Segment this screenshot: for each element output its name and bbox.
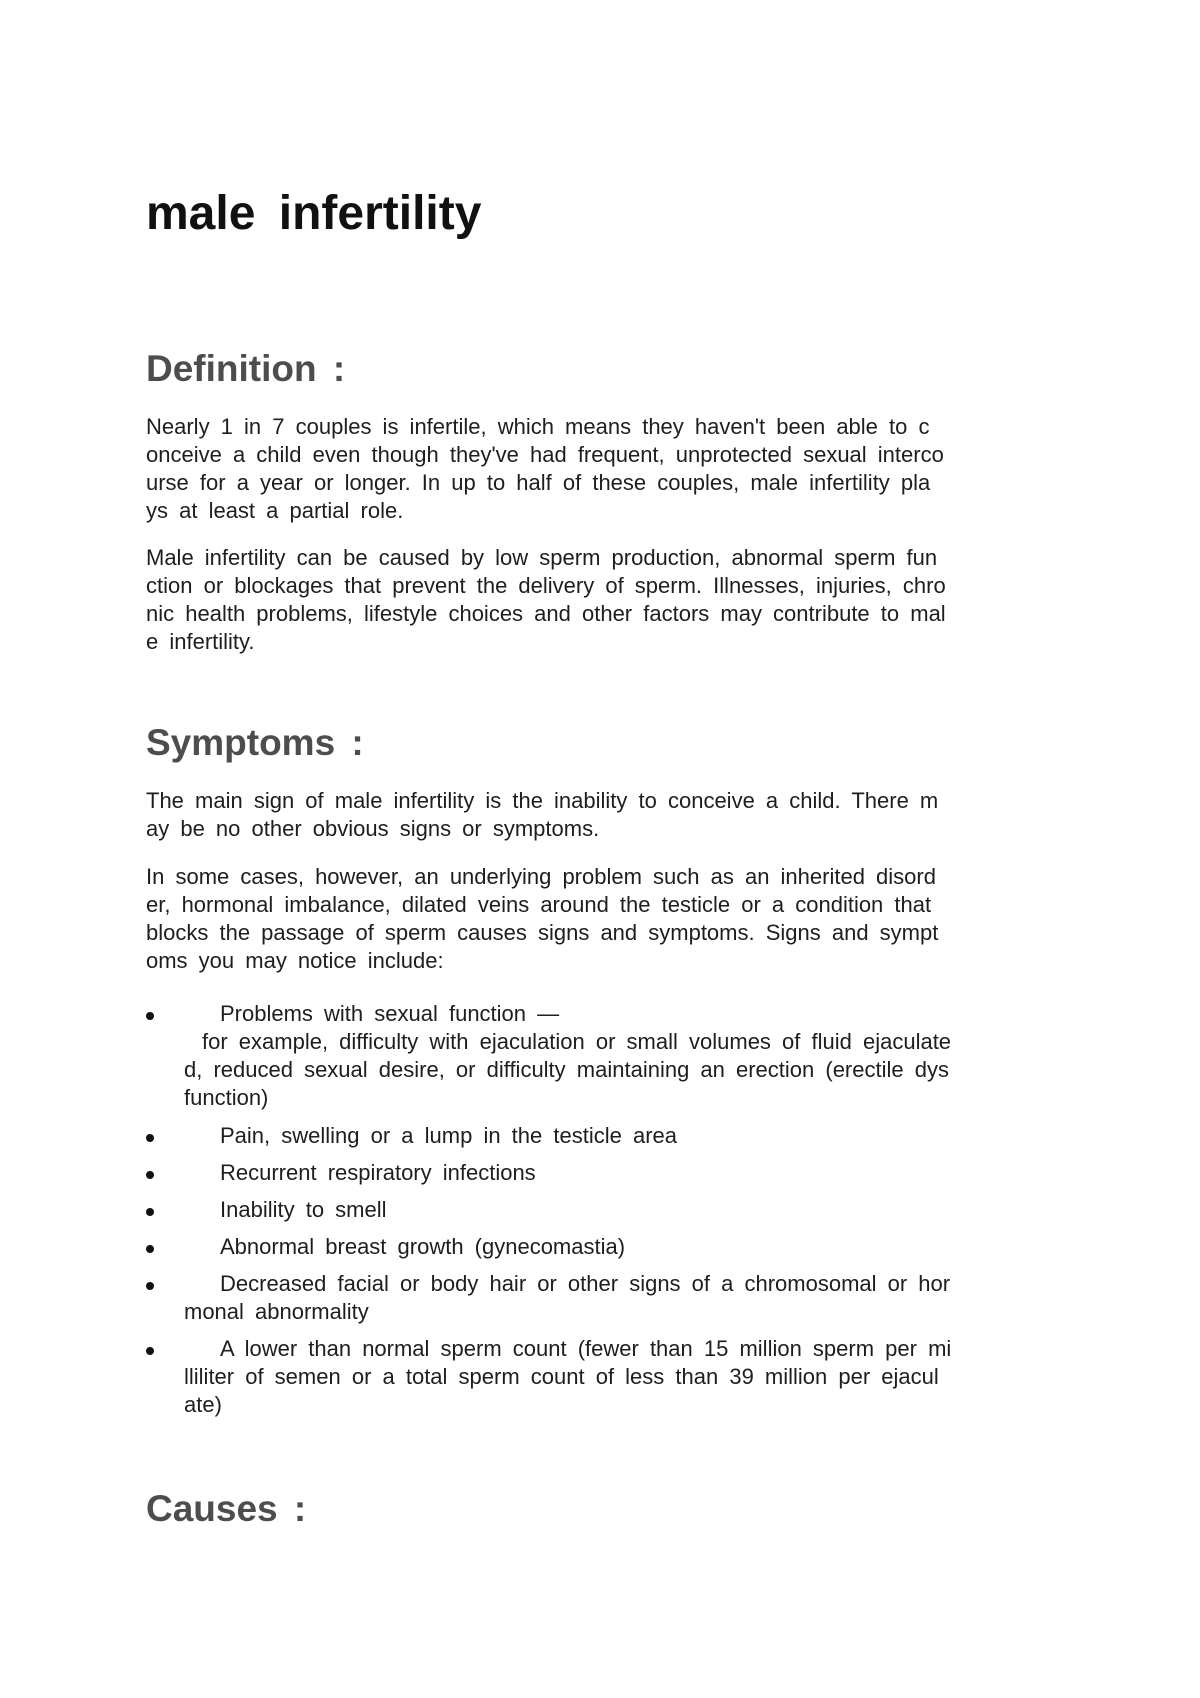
list-item — [146, 1000, 1066, 1028]
text-line: for example, difficulty with ejaculation or small volumes of fluid ejaculate — [202, 1029, 952, 1054]
list-item — [146, 1159, 1066, 1187]
bullet-icon — [146, 1208, 154, 1216]
text-line: ys at least a partial role. — [146, 498, 404, 523]
text-line: urse for a year or longer. In up to half of these couples, male infertility pla — [146, 470, 931, 495]
text-line: The main sign of male infertility is the inability to conceive a child. There m — [146, 788, 939, 813]
symptoms-paragraph-2 — [146, 863, 1060, 975]
text-line: Decreased facial or body hair or other signs of a chromosomal or hor — [220, 1271, 951, 1296]
list-item — [146, 1270, 1066, 1326]
definition-heading: Definition : — [146, 348, 346, 389]
text-line: Problems with sexual function — — [220, 1001, 560, 1026]
text-line: onceive a child even though they've had frequent, unprotected sexual interco — [146, 442, 944, 467]
text-line: oms you may notice include: — [146, 948, 444, 973]
symptoms-list — [146, 1000, 1066, 1419]
definition-paragraph-1 — [146, 413, 1060, 525]
bullet-icon — [146, 1171, 154, 1179]
list-item — [146, 1122, 1066, 1150]
text-line: blocks the passage of sperm causes signs and symptoms. Signs and sympt — [146, 920, 939, 945]
text-line: ay be no other obvious signs or symptoms. — [146, 816, 600, 841]
text-line: nic health problems, lifestyle choices and other factors may contribute to mal — [146, 601, 946, 626]
bullet-icon — [146, 1282, 154, 1290]
text-line: Male infertility can be caused by low sperm production, abnormal sperm fun — [146, 545, 938, 570]
list-item — [146, 1233, 1066, 1261]
bullet-icon — [146, 1012, 154, 1020]
document-title: male infertility — [146, 187, 482, 240]
text-line: Abnormal breast growth (gynecomastia) — [220, 1234, 626, 1259]
text-line: ate) — [184, 1392, 222, 1417]
text-line: ction or blockages that prevent the delivery of sperm. Illnesses, injuries, chro — [146, 573, 946, 598]
list-item-continuation — [146, 1028, 1066, 1112]
list-item — [146, 1335, 1066, 1419]
symptoms-heading: Symptoms : — [146, 722, 364, 763]
text-line: Inability to smell — [220, 1197, 387, 1222]
text-line: Recurrent respiratory infections — [220, 1160, 536, 1185]
text-line: function) — [184, 1085, 269, 1110]
text-line: e infertility. — [146, 629, 255, 654]
symptoms-paragraph-1 — [146, 787, 1060, 843]
text-line: Nearly 1 in 7 couples is infertile, which means they haven't been able to c — [146, 414, 930, 439]
text-line: er, hormonal imbalance, dilated veins around the testicle or a condition that — [146, 892, 932, 917]
list-item — [146, 1196, 1066, 1224]
text-line: Pain, swelling or a lump in the testicle area — [220, 1123, 677, 1148]
text-line: A lower than normal sperm count (fewer than 15 million sperm per mi — [220, 1336, 952, 1361]
bullet-icon — [146, 1134, 154, 1142]
text-line: lliliter of semen or a total sperm count of less than 39 million per ejacul — [184, 1364, 939, 1389]
definition-paragraph-2 — [146, 544, 1060, 656]
bullet-icon — [146, 1347, 154, 1355]
text-line: monal abnormality — [184, 1299, 369, 1324]
text-line: In some cases, however, an underlying problem such as an inherited disord — [146, 864, 936, 889]
bullet-icon — [146, 1245, 154, 1253]
causes-heading: Causes : — [146, 1488, 307, 1529]
text-line: d, reduced sexual desire, or difficulty maintaining an erection (erectile dys — [184, 1057, 949, 1082]
